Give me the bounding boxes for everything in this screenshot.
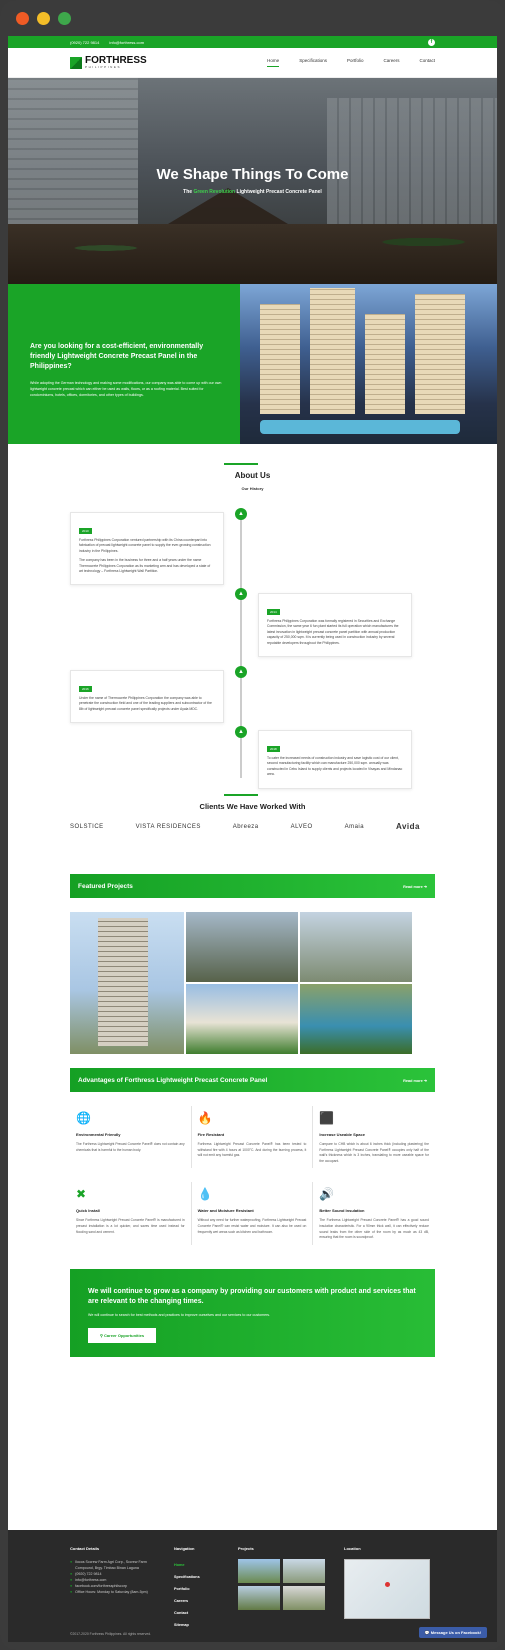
fire-icon: 🔥 <box>197 1111 213 1125</box>
water-icon: 💧 <box>197 1187 213 1202</box>
site-footer <box>8 1530 497 1642</box>
phone-icon: ● <box>70 1572 73 1576</box>
brand-name: FORTHRESS <box>85 55 147 66</box>
advantages-title: Advantages of Forthress Lightweight Precast Concrete Panel <box>78 1076 268 1084</box>
about-title: About Us <box>234 471 271 480</box>
nav-portfolio[interactable]: Portfolio <box>346 58 364 63</box>
nav-menu <box>267 58 435 67</box>
advantage-item: 🔥 Fire Resistant Forthress Lightweight Precast Concrete Panel® has been tested to withstand fire with 4 hours at 1000°C. And during the burning process, it will not emit any harmful gas. <box>192 1106 314 1168</box>
hero-building-left <box>8 78 138 248</box>
footer-contact: Contact Details ● Ilocos Sccrew Farm Agri Corp., Sccrew Farm Compound, Brgy. Timbao Binan Laguna ● (0920) 722 9814 ● info@forthress.com ● facebook.com/forthressphilscorp ● Office Hours: Monday to Saturday (8am-5pm) <box>70 1546 148 1594</box>
web-page <box>8 36 497 1642</box>
section-accent-bar <box>224 463 258 465</box>
clock-icon: ● <box>70 1590 73 1594</box>
client-logo: VISTA RESIDENCES <box>135 823 201 830</box>
timeline-marker-icon: ▲ <box>235 508 247 520</box>
about-section <box>8 444 497 794</box>
intro-body: While adopting the German technology and making some modifications, our company was able to come up with our own lightweight concrete precast which can either be used as walls, floors, or as a roofing material. Best suited for condominiums, hotels, offices, dormitories, and other types of buildings. <box>30 381 222 397</box>
email-text[interactable]: info@forthress.com <box>109 39 145 45</box>
footer-projects: Projects <box>238 1546 330 1631</box>
career-opportunities-button[interactable]: ⚲ Career Opportunities <box>88 1328 156 1343</box>
globe-icon: 🌐 <box>76 1111 91 1125</box>
project-image[interactable] <box>186 912 298 982</box>
phone-text[interactable]: (0920) 722 9814 <box>70 39 100 45</box>
nav-careers[interactable]: Careers <box>383 58 400 63</box>
featured-title: Featured Projects <box>78 882 133 890</box>
advantages-grid <box>70 1106 435 1245</box>
advantages-read-more-link[interactable]: Read more ➔ <box>403 1078 427 1083</box>
timeline-card-2018: 2018 To cater the increased needs of construction industry and save logistic cost of our client, second manufacturing facility which can manufacture 250,000 sqm. annually was constructed in Cebu Island to supply clients and projects located in Visayas and Mindanao area. <box>258 730 412 789</box>
footer-project-thumb[interactable] <box>238 1586 280 1610</box>
about-subtitle: Our History <box>241 486 264 491</box>
section-accent-bar <box>224 794 258 796</box>
hero-subtitle: The Green Revolution Lightweight Precast Concrete Panel <box>183 189 322 195</box>
space-icon: ⬛ <box>319 1111 335 1125</box>
project-image[interactable] <box>300 984 412 1054</box>
timeline-marker-icon: ▲ <box>235 726 247 738</box>
footer-nav-sitemap[interactable]: Sitemap <box>174 1623 189 1627</box>
hero-banner <box>8 78 497 284</box>
footer-nav-contact[interactable]: Contact <box>174 1611 189 1615</box>
client-logo: ALVEO <box>290 823 313 830</box>
top-contact-bar <box>8 36 497 48</box>
location-icon: ● <box>70 1560 73 1564</box>
timeline-card-2010: 2010 Forthress Philippines Corporation ventured partnership with its China counterpart into fabrication of precast lightweight concrete panel to supply the ever-growing construction industry in the Philippines. The company has been in the business for three and a half years under the name Thermocrete Philippines Corporation as its marketing arm and has developed a state of art technology – Forthress Lightweight Wall Partition. <box>70 512 224 585</box>
client-logo: Amaia <box>344 823 365 830</box>
hero-trees <box>8 224 497 284</box>
main-nav <box>8 48 497 78</box>
maximize-dot[interactable] <box>58 12 71 25</box>
logo-icon <box>70 57 82 69</box>
brand-logo[interactable] <box>70 56 147 69</box>
featured-read-more-link[interactable]: Read more ➔ <box>403 884 427 889</box>
timeline-card-2016: 2016 Under the name of Thermocrete Philippines Corporation the company was able to penetrate the construction field and one of the leading suppliers and subcontractor of the 8lb of lightweight precast concrete panel specifically projects under Ayala MDC. <box>70 670 224 723</box>
facebook-icon[interactable]: f <box>428 39 435 46</box>
location-pin-icon: ⚲ <box>100 1332 105 1338</box>
cta-body: We will continue to search for best methods and practices to improve ourselves and our services to our customers. <box>88 1312 271 1317</box>
project-image[interactable] <box>300 912 412 982</box>
project-gallery <box>70 912 435 1054</box>
intro-text-panel <box>8 284 240 444</box>
project-image[interactable] <box>70 912 184 1054</box>
intro-building-image <box>240 284 497 444</box>
clients-section <box>8 794 497 874</box>
intro-section <box>8 284 497 444</box>
footer-location: Location <box>344 1546 430 1631</box>
advantage-item: 🌐 Environmental Friendly The Forthress Lightweight Precast Concrete Panel® does not contain any chemicals that is harmful to the human body. <box>70 1106 192 1168</box>
advantage-item: 🔊 Better Sound Insulation The Forthress Lightweight Precast Concrete Panel® has a good sound insulation characteristic. For a 90mm thick wall, it can effectively reduce sound leaks from the other side of the room by as much as 43 dB, ensuring that the room is soundproof. <box>319 1187 429 1240</box>
client-logo: Abreeza <box>232 823 259 830</box>
minimize-dot[interactable] <box>37 12 50 25</box>
intro-title: Are you looking for a cost-efficient, environmentally friendly Lightweight Concrete Precast Panel in the Philippines? <box>30 343 204 370</box>
timeline-marker-icon: ▲ <box>235 588 247 600</box>
location-map[interactable] <box>344 1559 430 1619</box>
footer-project-thumb[interactable] <box>238 1559 280 1583</box>
timeline-marker-icon: ▲ <box>235 666 247 678</box>
window-controls <box>16 12 71 25</box>
facebook-icon: ● <box>70 1584 73 1588</box>
advantage-item: ⬛ Increase Useable Space Compare to CHB which is about 6 inches thick (including plastering) the Forthress Lightweight Precast Concrete Panel® occupies only half of the wall's thickness which is 3 inches, translating to more useable space for the occupant. <box>319 1111 429 1163</box>
client-logo: Avida <box>396 822 420 831</box>
advantages-bar <box>70 1068 435 1092</box>
footer-nav-specifications[interactable]: Specifications <box>174 1575 200 1579</box>
project-image[interactable] <box>186 984 298 1054</box>
client-logo: SOLSTICE <box>70 823 104 830</box>
hero-title: We Shape Things To Come <box>156 166 349 183</box>
mail-icon: ● <box>70 1578 73 1582</box>
facebook-message-button[interactable]: 💬 Message Us on Facebook! <box>419 1627 487 1638</box>
nav-contact[interactable]: Contact <box>419 58 435 63</box>
tools-icon: ✖ <box>76 1187 87 1202</box>
clients-title: Clients We Have Worked With <box>199 802 306 811</box>
client-logos <box>70 822 420 831</box>
copyright: ©2017-2020 Forthress Philippines. All rights reserved. <box>70 1632 152 1636</box>
nav-home[interactable]: Home <box>267 58 279 67</box>
sound-icon: 🔊 <box>319 1187 335 1202</box>
footer-project-thumb[interactable] <box>283 1559 325 1583</box>
footer-project-thumb[interactable] <box>283 1586 325 1610</box>
advantage-item: ✖ Quick Install Since Forthress Lightweight Precast Concrete Panel® is manufactured in precast installation is a lot quicker, and saves time used instead for flooding sand and cement. <box>70 1182 192 1244</box>
timeline-card-2014: 2014 Forthress Philippines Corporation was formally registered in Securities and Exchange Commission, the same year 6 fun plant started its full operation which manufactures the latest innovation in lightweight precast concrete panel partition with annual production capacity of 250,000 sqm. It is currently being used in construction industry by several reputable developers throughout the Philippines. <box>258 593 412 657</box>
featured-projects-bar <box>70 874 435 898</box>
footer-nav-portfolio[interactable]: Portfolio <box>174 1587 190 1591</box>
footer-nav-careers[interactable]: Careers <box>174 1599 189 1603</box>
brand-sub: PHILIPPINES <box>85 65 122 69</box>
advantage-item: 💧 Water and Moisture Resistant Without any need for further waterproofing, Forthress Lightweight Precast Concrete Panel® can resist water and moisture. It can also be used on frequently wet areas such as kitchen and bathroom. <box>192 1182 314 1244</box>
cta-title: We will continue to grow as a company by providing our customers with product and services that are relevant to the changing times. <box>88 1287 416 1305</box>
footer-navigation: Navigation Home Specifications Portfolio Careers Contact Sitemap <box>174 1546 224 1631</box>
cta-section <box>70 1269 435 1357</box>
close-dot[interactable] <box>16 12 29 25</box>
nav-specifications[interactable]: Specifications <box>299 58 327 63</box>
footer-nav-home[interactable]: Home <box>174 1563 185 1567</box>
